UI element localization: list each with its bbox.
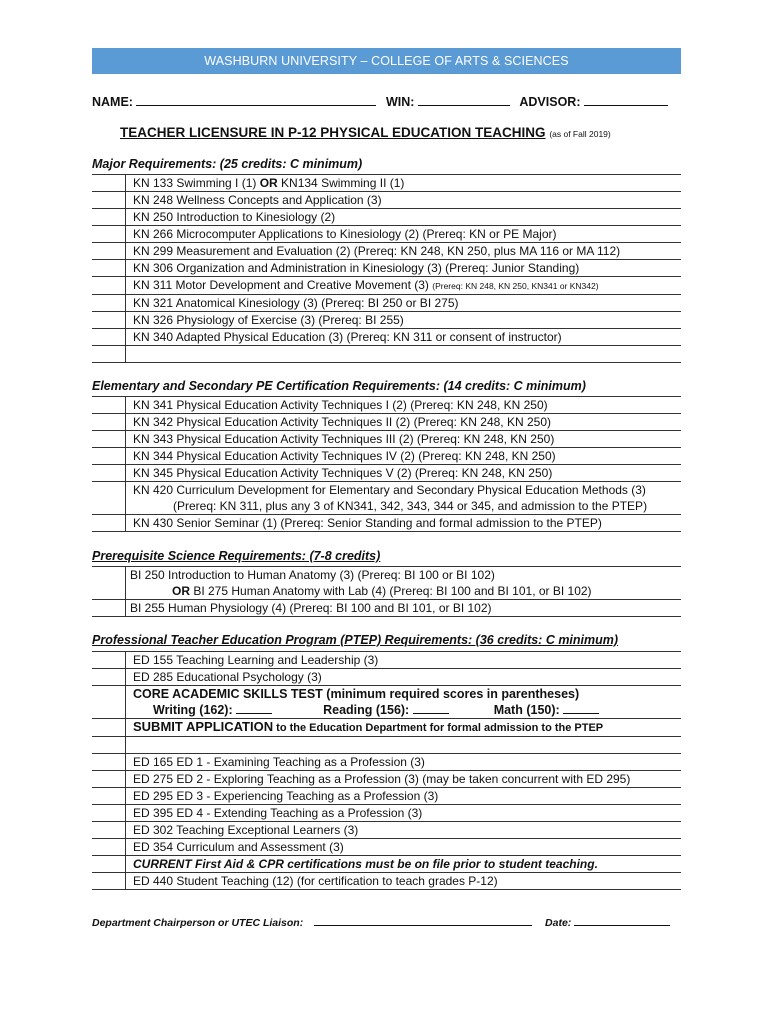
table-row <box>92 431 681 448</box>
check-box[interactable] <box>92 856 126 873</box>
course-cell: ED 285 Educational Psychology (3) <box>126 669 682 686</box>
certification-requirements-table <box>92 396 681 532</box>
check-box[interactable] <box>92 431 126 448</box>
or-text: OR <box>172 584 190 598</box>
math-score-field[interactable] <box>563 702 599 714</box>
course-cell: KN 430 Senior Seminar (1) (Prereq: Senior Standing and formal admission to the PTEP) <box>126 515 682 532</box>
course-cell: ED 275 ED 2 - Exploring Teaching as a Profession (3) (may be taken concurrent with ED 295) <box>126 771 682 788</box>
chair-signature-field[interactable] <box>314 915 532 926</box>
writing-score-field[interactable] <box>236 702 272 714</box>
table-row <box>92 805 681 822</box>
table-row <box>92 788 681 805</box>
win-field[interactable] <box>418 94 510 106</box>
course-cell: KN 321 Anatomical Kinesiology (3) (Prereq: BI 250 or BI 275) <box>126 295 682 312</box>
course-cell: KN 326 Physiology of Exercise (3) (Prereq: BI 255) <box>126 312 682 329</box>
check-box[interactable] <box>92 771 126 788</box>
table-row <box>92 856 681 873</box>
course-cell: KN 344 Physical Education Activity Techniques IV (2) (Prereq: KN 248, KN 250) <box>126 448 682 465</box>
as-of-note: (as of Fall 2019) <box>549 129 611 139</box>
title-text: TEACHER LICENSURE IN P-12 PHYSICAL EDUCATION TEACHING <box>120 125 546 140</box>
course-cell: ED 302 Teaching Exceptional Learners (3) <box>126 822 682 839</box>
course-cell <box>126 482 682 515</box>
name-label: NAME: <box>92 95 133 109</box>
signature-line <box>92 915 682 929</box>
ptep-requirements-table <box>92 651 681 890</box>
course-cell: KN 342 Physical Education Activity Techniques II (2) (Prereq: KN 248, KN 250) <box>126 414 682 431</box>
table-row <box>92 192 681 209</box>
check-box[interactable] <box>92 192 126 209</box>
course-cell: ED 440 Student Teaching (12) (for certification to teach grades P-12) <box>126 873 682 890</box>
table-row <box>92 873 681 890</box>
core-test-cell <box>126 686 682 719</box>
course-text: KN 420 Curriculum Development for Elementary and Secondary Physical Education Methods (3) <box>133 483 646 497</box>
table-row <box>92 295 681 312</box>
check-box[interactable] <box>92 719 126 737</box>
course-cell: KN 250 Introduction to Kinesiology (2) <box>126 209 682 226</box>
advisor-label: ADVISOR: <box>519 95 581 109</box>
check-box[interactable] <box>92 873 126 890</box>
table-row <box>92 771 681 788</box>
check-box[interactable] <box>92 226 126 243</box>
table-row <box>92 686 681 719</box>
table-row <box>92 226 681 243</box>
course-cell: KN 341 Physical Education Activity Techniques I (2) (Prereq: KN 248, KN 250) <box>126 397 682 414</box>
course-cell: KN 306 Organization and Administration in Kinesiology (3) (Prereq: Junior Standing) <box>126 260 682 277</box>
table-row <box>92 600 681 617</box>
check-box[interactable] <box>92 465 126 482</box>
table-row <box>92 209 681 226</box>
table-row <box>92 719 681 737</box>
table-row <box>92 737 681 754</box>
table-row <box>92 260 681 277</box>
check-box[interactable] <box>92 515 126 532</box>
table-row <box>92 448 681 465</box>
certification-notice: CURRENT First Aid & CPR certifications must be on file prior to student teaching. <box>126 856 682 873</box>
prereq-text: (Prereq: KN 248, KN 250, KN341 or KN342) <box>432 281 599 291</box>
check-box[interactable] <box>92 567 126 600</box>
major-requirements-table <box>92 174 681 363</box>
check-box[interactable] <box>92 414 126 431</box>
table-row <box>92 754 681 771</box>
check-box[interactable] <box>92 669 126 686</box>
check-box[interactable] <box>92 754 126 771</box>
core-test-title: CORE ACADEMIC SKILLS TEST (minimum required scores in parentheses) <box>133 687 580 701</box>
ptep-requirements-title: Professional Teacher Education Program (PTEP) Requirements: (36 credits: C minimum) <box>92 633 619 647</box>
certification-requirements-title: Elementary and Secondary PE Certification Requirements: (14 credits: C minimum) <box>92 379 586 393</box>
submit-cell <box>126 719 682 737</box>
date-field[interactable] <box>574 915 670 926</box>
course-text: KN134 Swimming II (1) <box>277 176 405 190</box>
submit-text: SUBMIT APPLICATION <box>133 719 274 734</box>
course-cell: KN 299 Measurement and Evaluation (2) (Prereq: KN 248, KN 250, plus MA 116 or MA 112) <box>126 243 682 260</box>
table-row <box>92 329 681 346</box>
check-box[interactable] <box>92 482 126 515</box>
blank-cell <box>126 346 682 363</box>
course-cell: KN 340 Adapted Physical Education (3) (Prereq: KN 311 or consent of instructor) <box>126 329 682 346</box>
check-box[interactable] <box>92 277 126 295</box>
table-row <box>92 822 681 839</box>
course-cell <box>126 567 682 600</box>
college-banner: WASHBURN UNIVERSITY – COLLEGE OF ARTS & SCIENCES <box>92 48 681 74</box>
course-cell: ED 354 Curriculum and Assessment (3) <box>126 839 682 856</box>
course-cell: ED 395 ED 4 - Extending Teaching as a Profession (3) <box>126 805 682 822</box>
course-text: KN 133 Swimming I (1) <box>133 176 260 190</box>
science-requirements-table <box>92 566 681 617</box>
course-cell: ED 165 ED 1 - Examining Teaching as a Profession (3) <box>126 754 682 771</box>
table-row <box>92 243 681 260</box>
course-text: KN 311 Motor Development and Creative Movement (3) <box>133 278 433 292</box>
table-row <box>92 482 681 515</box>
table-row <box>92 839 681 856</box>
blank-cell <box>126 737 682 754</box>
course-cell: ED 295 ED 3 - Experiencing Teaching as a Profession (3) <box>126 788 682 805</box>
check-box[interactable] <box>92 805 126 822</box>
check-box[interactable] <box>92 600 126 617</box>
check-box[interactable] <box>92 448 126 465</box>
table-row <box>92 277 681 295</box>
course-cell: KN 248 Wellness Concepts and Application (3) <box>126 192 682 209</box>
course-cell: BI 255 Human Physiology (4) (Prereq: BI 100 and BI 101, or BI 102) <box>126 600 682 617</box>
prereq-text: (Prereq: KN 311, plus any 3 of KN341, 342, 343, 344 or 345, and admission to the PTEP) <box>173 499 648 513</box>
math-label: Math (150): <box>493 703 560 717</box>
student-info-line <box>92 94 682 109</box>
table-row <box>92 414 681 431</box>
check-box[interactable] <box>92 839 126 856</box>
table-row <box>92 652 681 669</box>
course-text: BI 250 Introduction to Human Anatomy (3) (Prereq: BI 100 or BI 102) <box>130 568 495 582</box>
table-row <box>92 346 681 363</box>
document-title <box>120 125 611 140</box>
submit-rest-text: to the Education Department for formal admission to the PTEP <box>273 722 604 734</box>
reading-score-field[interactable] <box>413 702 449 714</box>
science-requirements-title: Prerequisite Science Requirements: (7-8 credits) <box>92 549 381 563</box>
date-label: Date: <box>545 917 572 929</box>
check-box[interactable] <box>92 175 126 192</box>
advisor-field[interactable] <box>584 94 668 106</box>
check-box[interactable] <box>92 737 126 754</box>
table-row <box>92 175 681 192</box>
course-cell: ED 155 Teaching Learning and Leadership (3) <box>126 652 682 669</box>
check-box[interactable] <box>92 822 126 839</box>
course-cell: KN 343 Physical Education Activity Techniques III (2) (Prereq: KN 248, KN 250) <box>126 431 682 448</box>
major-requirements-title: Major Requirements: (25 credits: C minimum) <box>92 157 363 171</box>
check-box[interactable] <box>92 260 126 277</box>
check-box[interactable] <box>92 686 126 719</box>
table-row <box>92 397 681 414</box>
course-cell: KN 266 Microcomputer Applications to Kinesiology (2) (Prereq: KN or PE Major) <box>126 226 682 243</box>
check-box[interactable] <box>92 397 126 414</box>
chair-label: Department Chairperson or UTEC Liaison: <box>92 917 304 929</box>
writing-label: Writing (162): <box>153 703 233 717</box>
table-row <box>92 465 681 482</box>
check-box[interactable] <box>92 329 126 346</box>
table-row <box>92 669 681 686</box>
table-row <box>92 515 681 532</box>
course-cell <box>126 175 682 192</box>
check-box[interactable] <box>92 788 126 805</box>
check-box[interactable] <box>92 346 126 363</box>
table-row <box>92 312 681 329</box>
check-box[interactable] <box>92 652 126 669</box>
core-test-scores <box>133 702 681 718</box>
name-field[interactable] <box>136 94 376 106</box>
course-cell <box>126 277 682 295</box>
course-cell: KN 345 Physical Education Activity Techniques V (2) (Prereq: KN 248, KN 250) <box>126 465 682 482</box>
check-box[interactable] <box>92 295 126 312</box>
reading-label: Reading (156): <box>323 703 410 717</box>
or-text: OR <box>259 176 278 190</box>
check-box[interactable] <box>92 243 126 260</box>
check-box[interactable] <box>92 312 126 329</box>
table-row <box>92 567 681 600</box>
win-label: WIN: <box>385 95 415 109</box>
course-text: BI 275 Human Anatomy with Lab (4) (Prereq: BI 100 and BI 101, or BI 102) <box>190 584 592 598</box>
check-box[interactable] <box>92 209 126 226</box>
